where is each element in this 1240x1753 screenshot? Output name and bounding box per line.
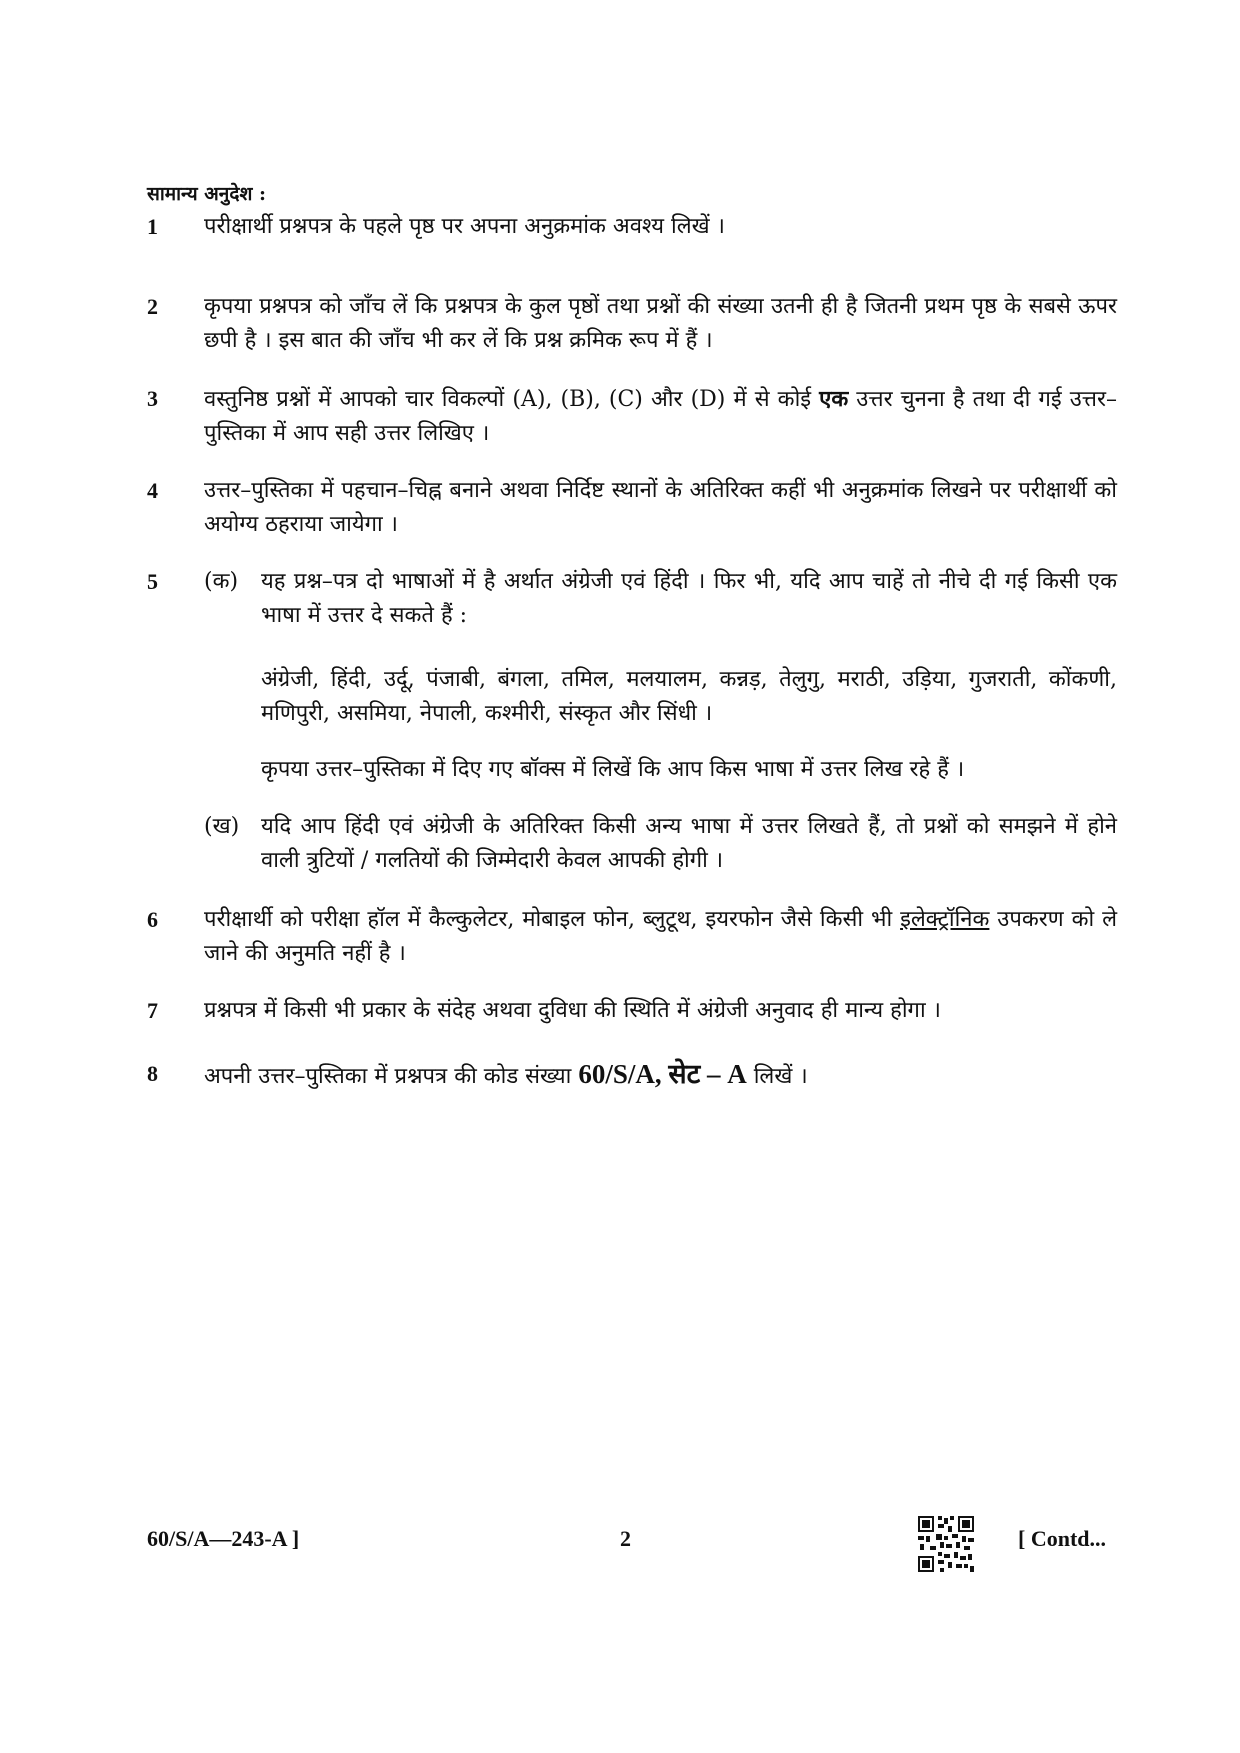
sub-instruction-b bbox=[204, 810, 1117, 878]
general-instructions-heading: सामान्य अनुदेश : bbox=[147, 183, 266, 205]
instruction-7 bbox=[147, 994, 1117, 1028]
sub-text: यह प्रश्न–पत्र दो भाषाओं में है अर्थात अंग्रेजी एवं हिंदी । फिर भी, यदि आप चाहें तो नीचे दी गई किसी एक भाषा में उत्तर दे सकते हैं : bbox=[261, 569, 1117, 628]
instruction-number: 3 bbox=[147, 386, 158, 411]
instruction-number: 7 bbox=[147, 998, 158, 1023]
instruction-text bbox=[204, 903, 1117, 971]
instruction-text: कृपया प्रश्नपत्र को जाँच लें कि प्रश्नपत्र के कुल पृष्ठों तथा प्रश्नों की संख्या उतनी ही है जितनी प्रथम पृष्ठ के सबसे ऊपर छपी है । इस बात की जाँच भी कर लें कि प्रश्न क्रमिक रूप में हैं । bbox=[204, 294, 1117, 353]
qr-code-icon bbox=[918, 1516, 974, 1572]
instruction-3 bbox=[147, 382, 1117, 451]
paper-code-inline: 60/S/A, सेट – A bbox=[578, 1059, 747, 1089]
instruction-text-part: उपकरण को ले जाने की अनुमति नहीं है । bbox=[204, 907, 1117, 966]
instruction-text-part: परीक्षार्थी को परीक्षा हॉल में कैल्कुलेटर, मोबाइल फोन, ब्लुटूथ, इयरफोन जैसे किसी भी bbox=[204, 907, 901, 932]
instruction-number: 1 bbox=[147, 214, 158, 239]
instruction-number: 2 bbox=[147, 294, 158, 319]
instruction-8 bbox=[147, 1057, 1117, 1094]
footer-page-number: 2 bbox=[620, 1526, 631, 1551]
footer-paper-code: 60/S/A—243-A ] bbox=[147, 1526, 300, 1551]
sub-label: (ख) bbox=[204, 814, 240, 839]
instruction-text: उत्तर–पुस्तिका में पहचान–चिह्न बनाने अथवा निर्दिष्ट स्थानों के अतिरिक्त कहीं भी अनुक्रमांक लिखने पर परीक्षार्थी को अयोग्य ठहराया जायेगा । bbox=[204, 478, 1117, 537]
sub-text: यदि आप हिंदी एवं अंग्रेजी के अतिरिक्त किसी अन्य भाषा में उत्तर लिखते हैं, तो प्रश्नों को समझने में होने वाली त्रुटियों / गलतियों की जिम्मेदारी केवल आपकी होगी । bbox=[261, 814, 1117, 873]
instruction-number: 5 bbox=[147, 569, 158, 594]
instruction-text-part: अपनी उत्तर–पुस्तिका में प्रश्नपत्र की कोड संख्या bbox=[204, 1064, 579, 1089]
instruction-text-underlined: इलेक्ट्रॉनिक bbox=[900, 907, 990, 932]
instruction-text-part: वस्तुनिष्ठ प्रश्नों में आपको चार विकल्पों (A), (B), (C) और (D) में से कोई bbox=[204, 387, 820, 412]
instruction-1 bbox=[147, 210, 1117, 244]
language-box-note: कृपया उत्तर–पुस्तिका में दिए गए बॉक्स में लिखें कि आप किस भाषा में उत्तर लिख रहे हैं । bbox=[261, 757, 965, 782]
instruction-text-part: लिखें । bbox=[746, 1064, 808, 1089]
instruction-text: प्रश्नपत्र में किसी भी प्रकार के संदेह अथवा दुविधा की स्थिति में अंग्रेजी अनुवाद ही मान्य होगा । bbox=[204, 998, 941, 1023]
instruction-5 bbox=[147, 565, 1117, 875]
language-list: अंग्रेजी, हिंदी, उर्दू, पंजाबी, बंगला, तमिल, मलयालम, कन्नड़, तेलुगु, मराठी, उड़िया, गुजराती, कोंकणी, मणिपुरी, असमिया, नेपाली, कश्मीरी, संस्कृत और सिंधी । bbox=[261, 667, 1117, 726]
instruction-text bbox=[204, 382, 1117, 451]
instruction-number: 6 bbox=[147, 907, 158, 932]
instruction-text: परीक्षार्थी प्रश्नपत्र के पहले पृष्ठ पर अपना अनुक्रमांक अवश्य लिखें । bbox=[204, 214, 725, 239]
instruction-text bbox=[204, 1057, 1117, 1094]
instruction-number: 8 bbox=[147, 1061, 158, 1086]
sub-label: (क) bbox=[204, 569, 239, 594]
instruction-6 bbox=[147, 903, 1117, 971]
sub-instruction-a bbox=[204, 565, 1117, 633]
footer-continued: [ Contd... bbox=[1018, 1526, 1107, 1551]
instruction-text-part: उत्तर चुनना है तथा दी गई उत्तर–पुस्तिका में आप सही उत्तर लिखिए । bbox=[204, 387, 1117, 446]
instruction-4 bbox=[147, 474, 1117, 542]
instruction-number: 4 bbox=[147, 478, 158, 503]
instruction-2 bbox=[147, 290, 1117, 358]
instruction-text-bold: एक bbox=[819, 386, 849, 412]
